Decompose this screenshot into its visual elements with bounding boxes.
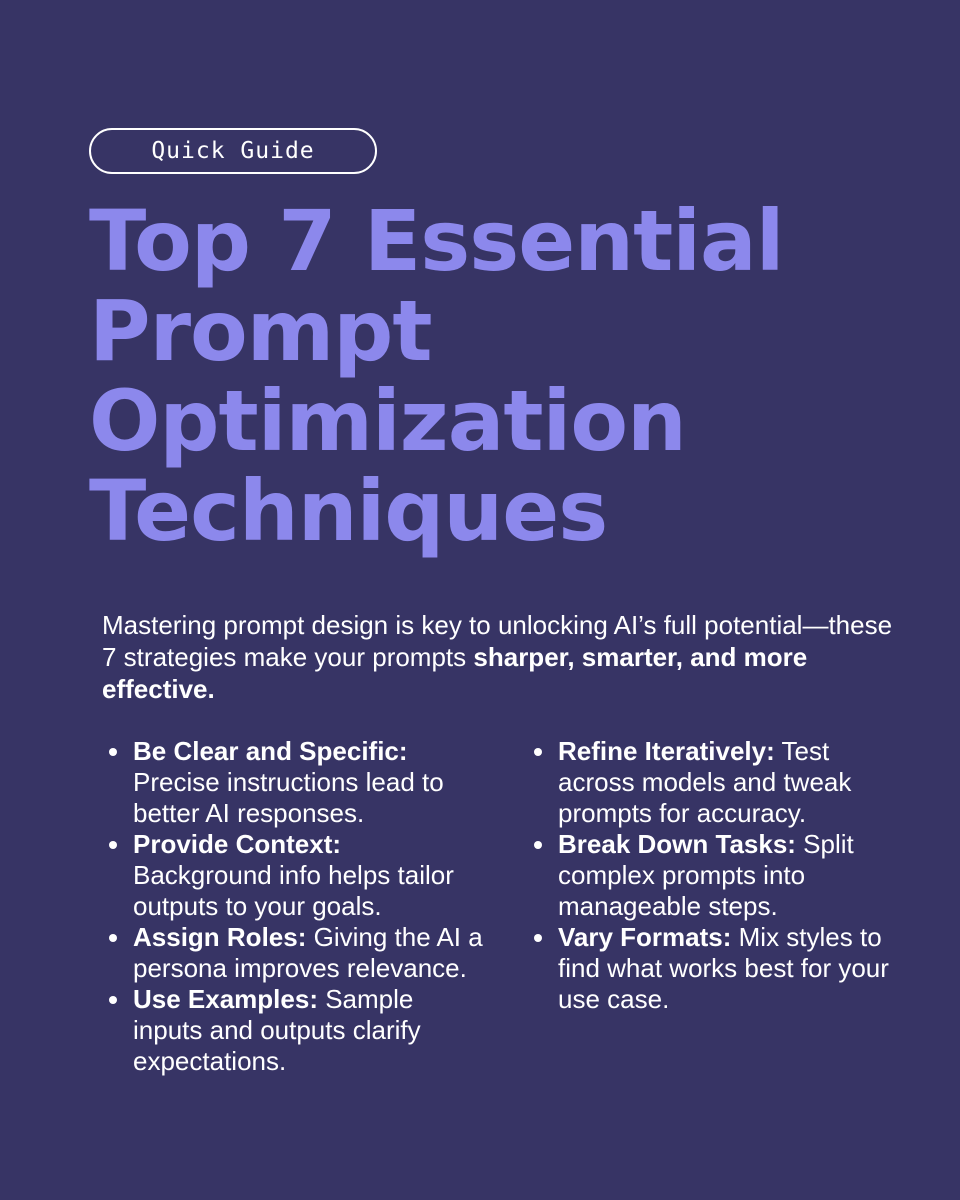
- list-item: [528, 736, 908, 829]
- item-text: Giving the AI a persona improves relevance.: [133, 922, 483, 983]
- intro-paragraph: [102, 609, 902, 705]
- bullet-dot-icon: [109, 748, 117, 756]
- item-heading: Use Examples:: [133, 984, 318, 1014]
- bullet-dot-icon: [534, 934, 542, 942]
- item-heading: Be Clear and Specific:: [133, 736, 408, 766]
- page-title: [89, 192, 949, 560]
- list-item: [103, 922, 483, 984]
- title-line-2: Prompt: [89, 282, 432, 380]
- bullet-dot-icon: [534, 841, 542, 849]
- item-text: Background info helps tailor outputs to your goals.: [133, 860, 454, 921]
- bullet-dot-icon: [109, 934, 117, 942]
- list-item: [528, 829, 908, 922]
- strategy-list-right: [528, 736, 908, 1015]
- item-text: Split complex prompts into manageable steps.: [558, 829, 854, 921]
- item-heading: Break Down Tasks:: [558, 829, 796, 859]
- list-item: [103, 984, 483, 1077]
- quick-guide-badge: [89, 128, 377, 174]
- title-line-3: Optimization: [89, 372, 686, 470]
- list-item: [103, 829, 483, 922]
- item-heading: Vary Formats:: [558, 922, 732, 952]
- item-heading: Refine Iteratively:: [558, 736, 775, 766]
- item-text: Sample inputs and outputs clarify expectations.: [133, 984, 421, 1076]
- list-item: [528, 922, 908, 1015]
- intro-text: Mastering prompt design is key to unlocking AI’s full potential—these 7 strategies make your prompts: [102, 610, 893, 672]
- bullet-dot-icon: [109, 841, 117, 849]
- item-text: Test across models and tweak prompts for accuracy.: [558, 736, 852, 828]
- bullet-dot-icon: [109, 996, 117, 1004]
- item-heading: Provide Context:: [133, 829, 342, 859]
- quick-guide-label: Quick Guide: [151, 138, 315, 164]
- strategy-list-left: [103, 736, 483, 1077]
- intro-emphasis: sharper, smarter, and more effective.: [102, 642, 808, 704]
- list-item: [103, 736, 483, 829]
- item-text: Mix styles to find what works best for your use case.: [558, 922, 889, 1014]
- item-text: Precise instructions lead to better AI responses.: [133, 767, 444, 828]
- item-heading: Assign Roles:: [133, 922, 307, 952]
- title-line-4: Techniques: [89, 462, 608, 560]
- title-line-1: Top 7 Essential: [89, 192, 784, 290]
- bullet-dot-icon: [534, 748, 542, 756]
